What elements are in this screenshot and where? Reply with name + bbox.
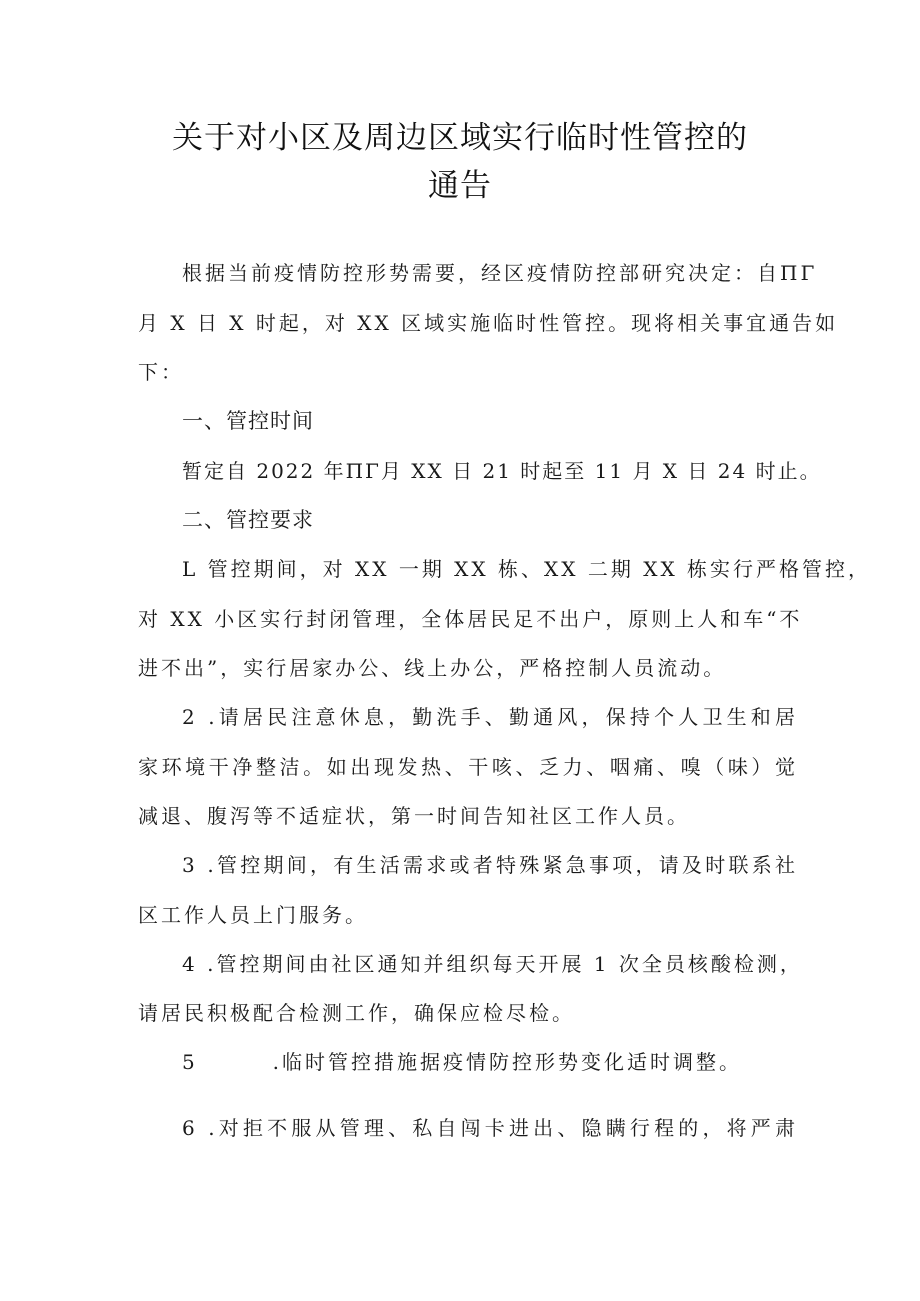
item-5-line-1: 5 .临时管控措施据疫情防控形势变化适时调整。	[182, 1050, 742, 1074]
intro-line-1: 根据当前疫情防控形势需要，经区疫情防控部研究决定：自ΠΓ	[182, 261, 818, 285]
intro-line-3: 下：	[138, 360, 184, 384]
item-1-line-2: 对 XX 小区实行封闭管理，全体居民足不出户，原则上人和车“不	[138, 607, 803, 631]
intro-line-2: 月 X 日 X 时起，对 XX 区域实施临时性管控。现将相关事宜通告如	[138, 311, 839, 335]
section-text-time: 暂定自 2022 年ΠΓ月 XX 日 21 时起至 11 月 X 日 24 时止。	[182, 459, 822, 483]
item-2-line-3: 减退、腹泻等不适症状，第一时间告知社区工作人员。	[138, 804, 690, 828]
item-3-line-2: 区工作人员上门服务。	[138, 903, 368, 927]
section-heading-requirements: 二、管控要求	[182, 508, 314, 532]
document-title-line-2: 通告	[428, 168, 492, 204]
item-4-line-1: 4 .管控期间由社区通知并组织每天开展 1 次全员核酸检测，	[182, 952, 803, 976]
item-6-line-1: 6 .对拒不服从管理、私自闯卡进出、隐瞒行程的，将严肃	[182, 1116, 798, 1140]
item-4-line-2: 请居民积极配合检测工作，确保应检尽检。	[138, 1001, 575, 1025]
item-2-line-2: 家环境干净整洁。如出现发热、干咳、乏力、咽痛、嗅（味）觉	[138, 755, 798, 779]
item-1-line-1: L 管控期间，对 XX 一期 XX 栋、XX 二期 XX 栋实行严格管控，	[182, 557, 872, 581]
document-title-line-1: 关于对小区及周边区域实行临时性管控的	[172, 120, 748, 156]
item-2-line-1: 2 .请居民注意休息，勤洗手、勤通风，保持个人卫生和居	[182, 705, 798, 729]
section-heading-time: 一、管控时间	[182, 409, 314, 433]
item-3-line-1: 3 .管控期间，有生活需求或者特殊紧急事项，请及时联系社	[182, 853, 798, 877]
item-1-line-3: 进不出”，实行居家办公、线上办公，严格控制人员流动。	[138, 656, 727, 680]
